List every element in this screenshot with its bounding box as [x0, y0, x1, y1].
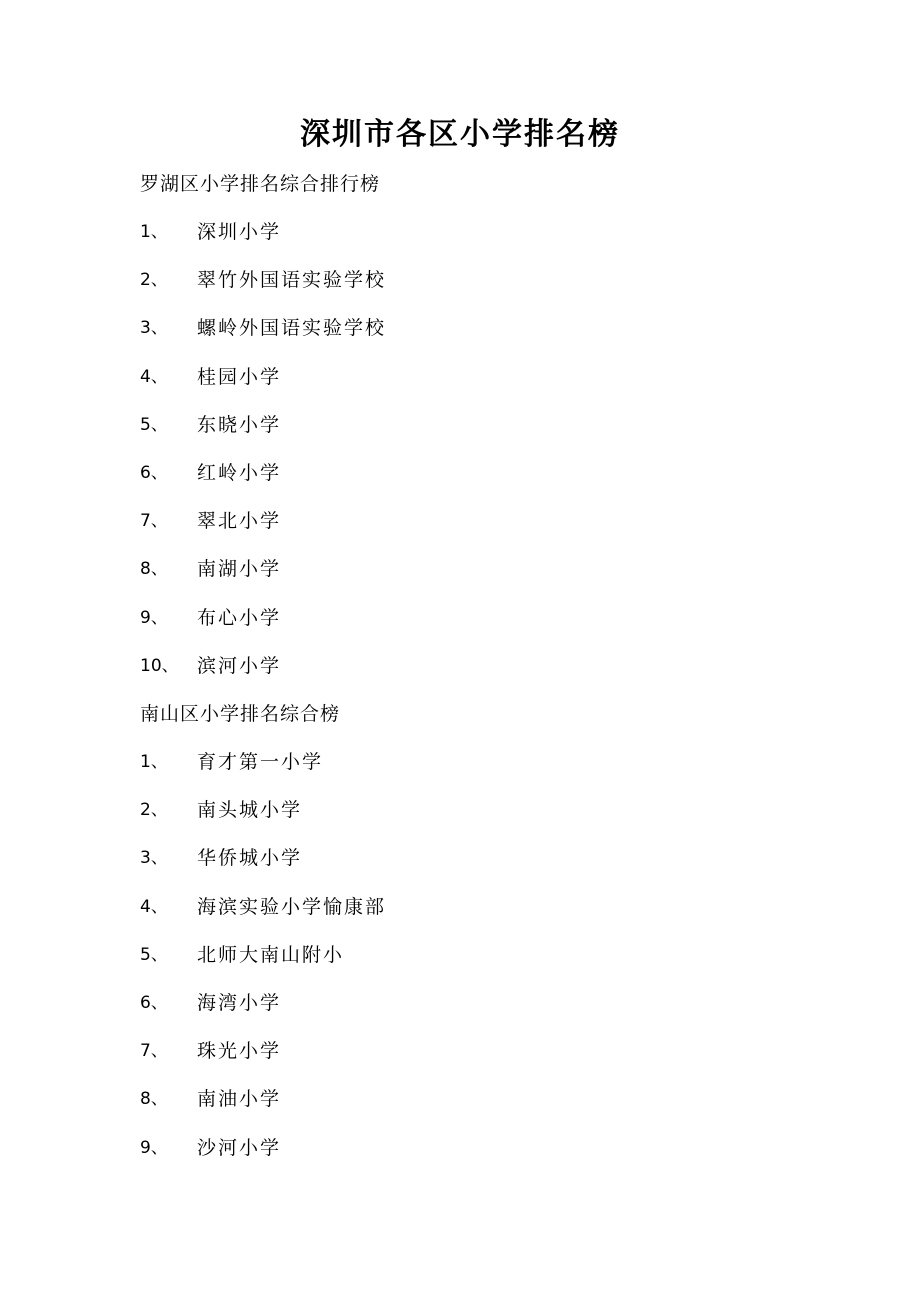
- rank-number: 7、: [140, 511, 168, 532]
- rank-number: 9、: [140, 1137, 168, 1158]
- school-name: 滨河小学: [197, 654, 282, 677]
- rank-number: 7、: [140, 1041, 168, 1062]
- school-name: 华侨城小学: [197, 847, 303, 870]
- rank-number: 1、: [140, 222, 168, 242]
- list-item: [140, 307, 840, 355]
- list-item: [140, 500, 840, 548]
- school-name: 南油小学: [197, 1088, 282, 1111]
- section-heading: 罗湖区小学排名综合排行榜: [140, 173, 381, 195]
- list-item: [140, 452, 840, 500]
- rank-number: 9、: [140, 607, 168, 628]
- school-name: 南湖小学: [197, 558, 282, 581]
- school-name: 深圳小学: [197, 221, 282, 243]
- ranking-list: [140, 741, 840, 1175]
- list-item: [140, 404, 840, 452]
- rank-number: 5、: [140, 944, 168, 965]
- school-name: 翠竹外国语实验学校: [197, 269, 387, 292]
- list-item: [140, 982, 840, 1030]
- school-name: 南头城小学: [197, 799, 303, 822]
- rank-number: 8、: [140, 559, 168, 580]
- school-name: 翠北小学: [197, 510, 282, 533]
- school-name: 沙河小学: [197, 1136, 282, 1159]
- rank-number: 6、: [140, 992, 168, 1013]
- rank-number: 2、: [140, 800, 168, 821]
- list-item: [140, 211, 840, 259]
- section-heading: 南山区小学排名综合榜: [140, 703, 341, 725]
- school-name: 海滨实验小学愉康部: [197, 895, 387, 918]
- list-item: [140, 741, 840, 789]
- list-item: [140, 1030, 840, 1078]
- rank-number: 5、: [140, 414, 168, 435]
- rank-number: 8、: [140, 1089, 168, 1110]
- list-item: [140, 548, 840, 596]
- school-name: 北师大南山附小: [197, 943, 345, 966]
- section-nanshan: [140, 693, 840, 1175]
- school-name: 珠光小学: [197, 1040, 282, 1063]
- school-name: 螺岭外国语实验学校: [197, 317, 387, 340]
- section-luohu: [140, 163, 840, 693]
- school-name: 东晓小学: [197, 413, 282, 436]
- list-item: [140, 645, 840, 693]
- list-item: [140, 259, 840, 307]
- rank-number: 4、: [140, 366, 168, 387]
- page-title: 深圳市各区小学排名榜: [300, 117, 620, 152]
- rank-number: 3、: [140, 318, 168, 339]
- rank-number: 10、: [140, 655, 179, 676]
- school-name: 桂园小学: [197, 365, 282, 388]
- list-item: [140, 1127, 840, 1175]
- rank-number: 3、: [140, 848, 168, 869]
- list-item: [140, 934, 840, 982]
- school-name: 红岭小学: [197, 461, 282, 484]
- list-item: [140, 886, 840, 934]
- list-item: [140, 356, 840, 404]
- rank-number: 4、: [140, 896, 168, 917]
- school-name: 布心小学: [197, 606, 282, 629]
- list-item: [140, 597, 840, 645]
- rank-number: 1、: [140, 752, 168, 772]
- list-item: [140, 789, 840, 837]
- list-item: [140, 837, 840, 885]
- school-name: 海湾小学: [197, 991, 282, 1014]
- list-item: [140, 1078, 840, 1126]
- school-name: 育才第一小学: [197, 751, 324, 773]
- rank-number: 6、: [140, 462, 168, 483]
- ranking-list: [140, 211, 840, 693]
- rank-number: 2、: [140, 270, 168, 291]
